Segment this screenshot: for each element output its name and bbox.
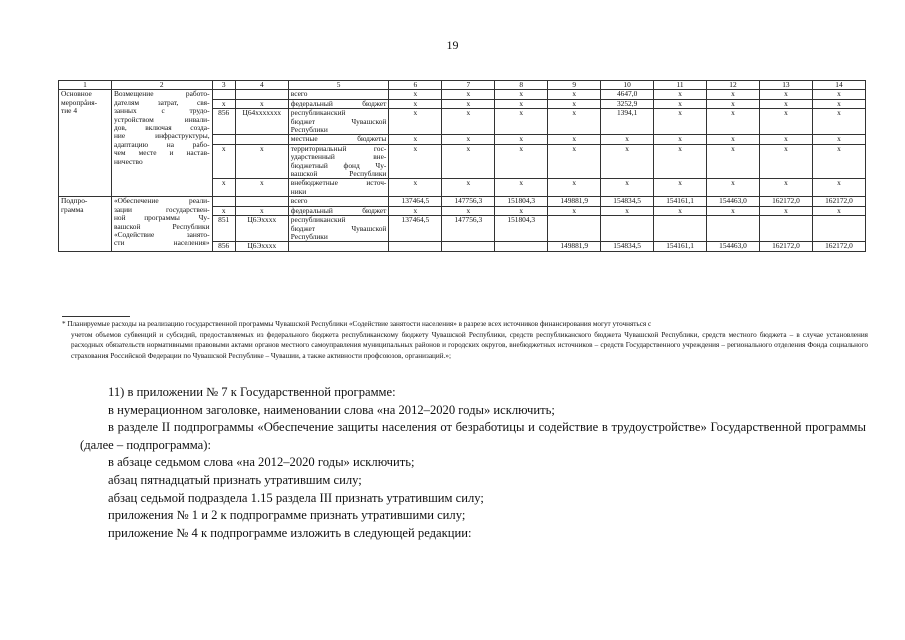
header-cell: 7: [442, 81, 495, 90]
value-cell: x: [654, 109, 707, 135]
value-cell: 154834,5: [601, 242, 654, 251]
value-cell: x: [389, 135, 442, 144]
value-cell: 151804,3: [495, 197, 548, 206]
value-cell: x: [442, 90, 495, 99]
value-cell: x: [495, 144, 548, 179]
value-cell: x: [389, 206, 442, 215]
value-cell: x: [654, 144, 707, 179]
value-cell: 147756,3: [442, 197, 495, 206]
header-cell: 3: [212, 81, 235, 90]
header-cell: 4: [235, 81, 288, 90]
value-cell: x: [548, 179, 601, 197]
value-cell: x: [495, 179, 548, 197]
budget-table: [58, 80, 866, 252]
kbk-cell: x: [235, 99, 288, 108]
value-cell: [812, 216, 865, 242]
grbs-cell: 856: [212, 109, 235, 135]
value-cell: x: [759, 206, 812, 215]
value-cell: x: [495, 206, 548, 215]
value-cell: x: [654, 99, 707, 108]
body-text: [80, 384, 866, 542]
value-cell: x: [759, 90, 812, 99]
header-cell: 5: [288, 81, 389, 90]
kbk-cell: [235, 197, 288, 206]
body-paragraph: в нумерационном заголовке, наименовании слова «на 2012–2020 годы» исключить;: [108, 402, 555, 417]
value-cell: [548, 216, 601, 242]
header-cell: 6: [389, 81, 442, 90]
measure-description-cell: Возмещение работо- дателям затрат, свя- занных с трудо- устройством инвали- дов, включая созда- ние инфраструктуры, адаптацию на рабо- чем месте и настав- ничество: [111, 90, 212, 197]
grbs-cell: x: [212, 99, 235, 108]
value-cell: 4647,0: [601, 90, 654, 99]
value-cell: 151804,3: [495, 216, 548, 242]
value-cell: x: [812, 109, 865, 135]
value-cell: x: [389, 99, 442, 108]
value-cell: 154463,0: [707, 242, 760, 251]
subprogram-row: [59, 197, 866, 206]
value-cell: x: [548, 206, 601, 215]
value-cell: x: [707, 90, 760, 99]
grbs-cell: x: [212, 206, 235, 215]
kbk-cell: [235, 90, 288, 99]
kbk-cell: Ц64xxxxxxx: [235, 109, 288, 135]
body-paragraph: в абзаце седьмом слова «на 2012–2020 годы» исключить;: [108, 455, 415, 470]
value-cell: x: [495, 90, 548, 99]
value-cell: x: [389, 179, 442, 197]
value-cell: 149881,9: [548, 197, 601, 206]
value-cell: 154463,0: [707, 197, 760, 206]
body-paragraph: приложения № 1 и 2 к подпрограмме признать утратившими силу;: [108, 508, 466, 523]
value-cell: 154834,5: [601, 197, 654, 206]
value-cell: x: [601, 206, 654, 215]
value-cell: x: [707, 179, 760, 197]
header-cell: 8: [495, 81, 548, 90]
value-cell: x: [495, 109, 548, 135]
value-cell: x: [707, 109, 760, 135]
value-cell: 162172,0: [812, 197, 865, 206]
header-cell: 10: [601, 81, 654, 90]
header-cell: 13: [759, 81, 812, 90]
value-cell: 162172,0: [812, 242, 865, 251]
kbk-cell: x: [235, 144, 288, 179]
value-cell: x: [442, 144, 495, 179]
value-cell: x: [707, 144, 760, 179]
value-cell: x: [707, 135, 760, 144]
grbs-cell: [212, 197, 235, 206]
value-cell: 149881,9: [548, 242, 601, 251]
source-cell: [288, 242, 389, 251]
value-cell: 1394,1: [601, 109, 654, 135]
value-cell: x: [759, 179, 812, 197]
grbs-cell: x: [212, 179, 235, 197]
value-cell: [442, 242, 495, 251]
value-cell: x: [389, 90, 442, 99]
value-cell: x: [654, 206, 707, 215]
value-cell: x: [654, 90, 707, 99]
footnote-first-line: * Планируемые расходы на реализацию государственной программы Чувашской Республики «Содействие занятости населения» в разрезе всех источников финансирования могут уточняться с: [62, 320, 652, 328]
value-cell: x: [812, 99, 865, 108]
body-paragraph: абзац седьмой подраздела 1.15 раздела III признать утратившим силу;: [108, 490, 484, 505]
source-cell: республиканский бюджет Чувашской Республики: [288, 109, 389, 135]
value-cell: x: [759, 99, 812, 108]
source-cell: всего: [288, 197, 389, 206]
table-header-row: [59, 81, 866, 90]
value-cell: 137464,5: [389, 216, 442, 242]
value-cell: x: [548, 99, 601, 108]
value-cell: x: [707, 99, 760, 108]
value-cell: x: [548, 90, 601, 99]
value-cell: x: [759, 109, 812, 135]
value-cell: x: [442, 179, 495, 197]
source-cell: всего: [288, 90, 389, 99]
value-cell: x: [759, 135, 812, 144]
subprogram-description-cell: «Обеспечение реали- зации государствен- ной программы Чу- вашской Республики «Содействие занято- сти населения»: [111, 197, 212, 251]
value-cell: [495, 242, 548, 251]
value-cell: x: [654, 179, 707, 197]
value-cell: x: [548, 109, 601, 135]
value-cell: x: [548, 144, 601, 179]
source-cell: местные бюджеты: [288, 135, 389, 144]
footnote: [62, 319, 868, 361]
grbs-cell: [212, 135, 235, 144]
value-cell: [601, 216, 654, 242]
source-cell: внебюджетные источ- ники: [288, 179, 389, 197]
value-cell: [654, 216, 707, 242]
value-cell: x: [601, 144, 654, 179]
source-cell: республиканский бюджет Чувашской Республики: [288, 216, 389, 242]
value-cell: x: [812, 179, 865, 197]
value-cell: x: [812, 206, 865, 215]
value-cell: 162172,0: [759, 197, 812, 206]
header-cell: 11: [654, 81, 707, 90]
grbs-cell: 851: [212, 216, 235, 242]
value-cell: 154161,1: [654, 242, 707, 251]
source-cell: территориальный гос- ударственный вне- бюджетный фонд Чу- вашской Республики: [288, 144, 389, 179]
body-paragraph: 11) в приложении № 7 к Государственной программе:: [108, 385, 396, 399]
value-cell: x: [759, 144, 812, 179]
kbk-cell: Ц6Эxxxx: [235, 216, 288, 242]
value-cell: x: [389, 109, 442, 135]
page-number: 19: [446, 38, 459, 52]
source-cell: федеральный бюджет: [288, 99, 389, 108]
value-cell: 3252,9: [601, 99, 654, 108]
value-cell: x: [389, 144, 442, 179]
value-cell: x: [601, 135, 654, 144]
grbs-cell: x: [212, 144, 235, 179]
value-cell: x: [654, 135, 707, 144]
header-cell: 9: [548, 81, 601, 90]
measure-title-cell: Основное меропрåия- тие 4: [59, 90, 112, 197]
value-cell: x: [442, 135, 495, 144]
header-cell: 12: [707, 81, 760, 90]
subprogram-title-cell: Подпро- грамма: [59, 197, 112, 251]
body-paragraph: в разделе II подпрограммы «Обеспечение защиты населения от безработицы и содействие в трудоустройстве» Государственной программы (далее – подпрограмма):: [80, 420, 866, 452]
kbk-cell: x: [235, 179, 288, 197]
header-cell: 14: [812, 81, 865, 90]
source-cell: федеральный бюджет: [288, 206, 389, 215]
value-cell: x: [442, 109, 495, 135]
body-paragraph: приложение № 4 к подпрограмме изложить в следующей редакции:: [108, 525, 472, 540]
body-paragraph: абзац пятнадцатый признать утратившим силу;: [108, 472, 362, 487]
grbs-cell: 856: [212, 242, 235, 251]
measure-row: [59, 90, 866, 99]
value-cell: [707, 216, 760, 242]
value-cell: 154161,1: [654, 197, 707, 206]
header-cell: 2: [111, 81, 212, 90]
value-cell: 137464,5: [389, 197, 442, 206]
value-cell: x: [812, 144, 865, 179]
kbk-cell: x: [235, 206, 288, 215]
value-cell: [759, 216, 812, 242]
kbk-cell: [235, 135, 288, 144]
value-cell: x: [601, 179, 654, 197]
value-cell: 147756,3: [442, 216, 495, 242]
footnote-continuation: учетом объемов субвенций и субсидий, предоставляемых из федерального бюджета республиканскому бюджету Чувашской Республики, средств республиканского бюджета Чувашской Республики, средств местного бюджета – в случае установления расходных обязательств нормативными правовыми актами органов местного самоуправления муниципальных районов и городских округов, внебюджетных источников – средств Государственного учреждения – регионального отделения Фонда социального страхования Российской Федерации по Чувашской Республике – Чувашии, а также активности профсоюзов, организаций.»;: [71, 330, 868, 360]
value-cell: x: [495, 135, 548, 144]
value-cell: x: [548, 135, 601, 144]
value-cell: x: [495, 99, 548, 108]
grbs-cell: [212, 90, 235, 99]
value-cell: x: [812, 135, 865, 144]
value-cell: x: [812, 90, 865, 99]
kbk-cell: Ц6Эxxxx: [235, 242, 288, 251]
value-cell: 162172,0: [759, 242, 812, 251]
header-cell: 1: [59, 81, 112, 90]
value-cell: x: [707, 206, 760, 215]
value-cell: [389, 242, 442, 251]
footnote-separator: [62, 316, 130, 317]
value-cell: x: [442, 206, 495, 215]
value-cell: x: [442, 99, 495, 108]
